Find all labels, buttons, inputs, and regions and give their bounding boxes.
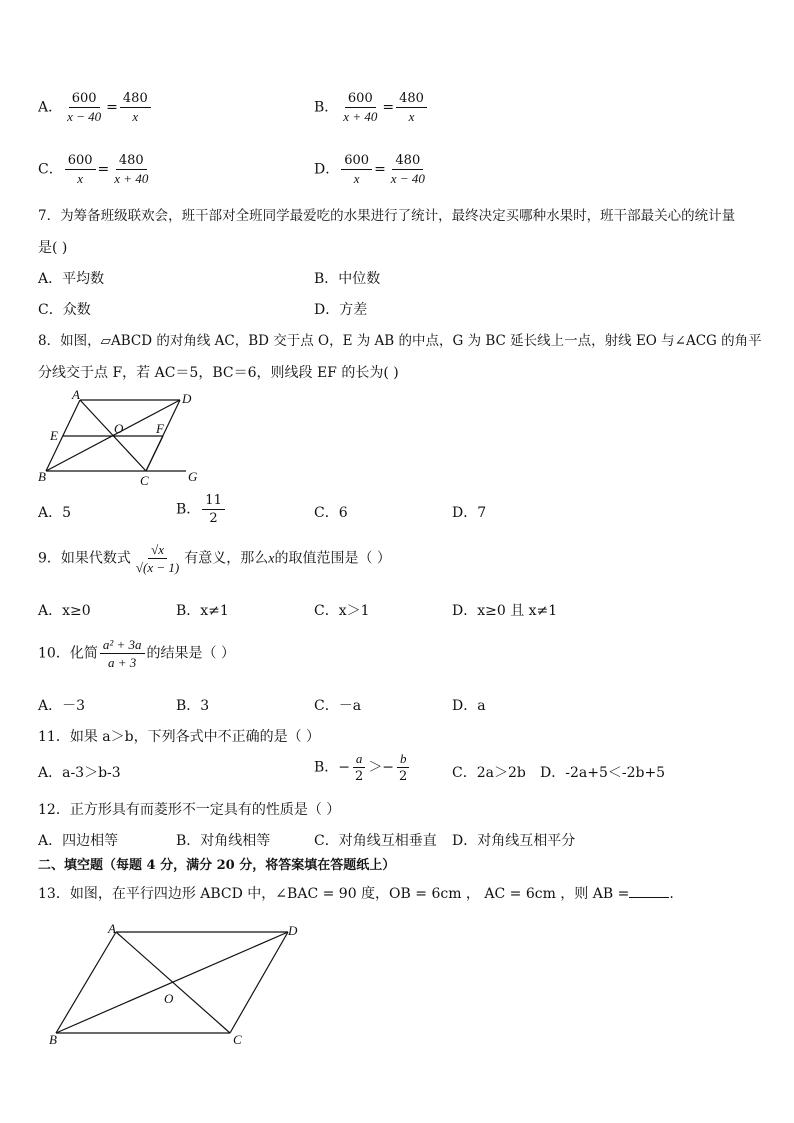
equals-sign: =: [106, 99, 118, 116]
edge-ab: [56, 932, 116, 1033]
denominator: 2: [355, 769, 364, 784]
option-label: C．: [38, 161, 63, 178]
comparison-sign: ＞−: [368, 759, 395, 776]
q12-option-b: B．对角线相等: [176, 833, 271, 849]
q8-option-d: D．7: [452, 505, 487, 521]
denominator: a + 3: [108, 655, 137, 670]
q9-option-c: C．x＞1: [314, 603, 370, 619]
stem-prefix: 10．化简: [38, 645, 98, 662]
q11-option-c: C．2a＞2b: [452, 765, 526, 781]
q11-stem: 11．如果 a＞b，下列各式中不正确的是（ ）: [38, 729, 321, 745]
q6-option-b: [314, 92, 429, 123]
diagonal-bd: [56, 932, 288, 1033]
q8-stem-line2: 分线交于点 F，若 AC＝5，BC＝6，则线段 EF 的长为( ): [38, 365, 399, 381]
denominator: 2: [399, 769, 408, 784]
q10-option-b: B．3: [176, 698, 210, 714]
fraction: [202, 494, 225, 525]
stem-suffix: 的结果是（ ）: [146, 645, 235, 662]
stem-prefix: 9．如果代数式: [38, 550, 131, 567]
q9-option-d: D．x≥0 且 x≠1: [452, 603, 558, 619]
q8-parallelogram-figure: [30, 388, 210, 488]
q10-option-c: C．－a: [314, 698, 362, 714]
point-label-c: C: [140, 473, 149, 488]
numerator: a: [353, 752, 366, 768]
q7-stem-line2: 是( ): [38, 240, 68, 256]
variable: x: [268, 551, 275, 567]
q10-stem: [38, 638, 235, 669]
numerator: a² + 3a: [100, 638, 145, 654]
equals-sign: =: [374, 161, 386, 178]
q8-option-b: [176, 494, 227, 525]
q11-option-d: D．-2a+5＜-2b+5: [540, 765, 666, 781]
denominator: x − 40: [390, 171, 425, 186]
q10-option-a: A．－3: [38, 698, 86, 714]
numerator: √x: [148, 543, 167, 559]
fraction: [396, 752, 410, 783]
q10-option-d: D．a: [452, 698, 486, 714]
numerator: 11: [202, 494, 225, 510]
q9-stem: [38, 543, 391, 574]
denominator: x − 40: [67, 109, 102, 124]
q13-stem: [38, 885, 674, 901]
numerator: 600: [69, 92, 100, 108]
point-label-e: E: [50, 428, 58, 443]
fraction: [396, 92, 427, 123]
fraction: [352, 752, 366, 783]
point-label-f: F: [156, 421, 164, 436]
stem-suffix-2: 的取值范围是（ ）: [274, 550, 391, 567]
q7-stem-line1: 7．为筹备班级联欢会，班干部对全班同学最爱吃的水果进行了统计，最终决定买哪种水果时，班干部最关心的统计量: [38, 208, 736, 224]
point-label-o: O: [114, 421, 124, 436]
q6-option-a: [38, 92, 153, 123]
point-label-d: D: [288, 923, 298, 938]
q7-option-d: D．方差: [314, 302, 368, 318]
numerator: 600: [65, 154, 96, 170]
q8-stem-line1: 8．如图，▱ABCD 的对角线 AC，BD 交于点 O，E 为 AB 的中点，G 为 BC 延长线上一点，射线 EO 与∠ACG 的角平: [38, 333, 762, 349]
q12-option-d: D．对角线互相平分: [452, 833, 576, 849]
point-label-g: G: [188, 469, 198, 484]
fraction: [64, 92, 104, 123]
minus-sign: −: [338, 759, 351, 776]
numerator: 480: [392, 154, 423, 170]
numerator: b: [397, 752, 410, 768]
point-label-c: C: [233, 1032, 242, 1047]
q12-option-c: C．对角线互相垂直: [314, 833, 437, 849]
denominator: x: [77, 171, 84, 186]
fraction: [120, 92, 151, 123]
denominator: x: [353, 171, 360, 186]
q11-option-b: [314, 752, 412, 783]
denominator: x + 40: [343, 109, 378, 124]
point-label-b: B: [38, 469, 46, 484]
point-label-d: D: [182, 391, 192, 406]
q13-parallelogram-figure: [40, 920, 320, 1055]
fraction: [100, 638, 145, 669]
q8-option-a: A．5: [38, 505, 72, 521]
point-label-a: A: [108, 921, 116, 936]
stem-text: 13．如图，在平行四边形 ABCD 中，∠BAC = 90 度，OB = 6cm ， AC = 6cm ，则 AB =: [38, 886, 630, 902]
stem-suffix: 有意义，那么: [184, 550, 269, 567]
option-label: B．: [314, 99, 339, 116]
q12-option-a: A．四边相等: [38, 833, 119, 849]
point-label-b: B: [49, 1032, 57, 1047]
q7-option-b: B．中位数: [314, 271, 381, 287]
q6-option-c: [38, 154, 153, 185]
q8-option-c: C．6: [314, 505, 348, 521]
numerator: 480: [120, 92, 151, 108]
q11-option-a: A．a-3＞b-3: [38, 765, 121, 781]
fraction: [133, 543, 182, 574]
q12-stem: 12．正方形具有而菱形不一定具有的性质是（ ）: [38, 802, 341, 818]
q7-option-a: A．平均数: [38, 271, 105, 287]
equals-sign: =: [97, 161, 110, 178]
fraction: [388, 154, 428, 185]
option-label: B．: [314, 759, 339, 776]
option-label: D．: [314, 161, 340, 178]
option-label: B．: [176, 501, 201, 518]
q7-option-c: C．众数: [38, 302, 91, 318]
section-heading: 二、填空题（每题 4 分，满分 20 分，将答案填在答题纸上）: [38, 858, 396, 873]
denominator: x + 40: [114, 171, 149, 186]
fraction: [111, 154, 151, 185]
numerator: 600: [345, 92, 376, 108]
bisector-cf: [146, 436, 163, 471]
q9-option-b: B．x≠1: [176, 603, 229, 619]
point-label-o: O: [164, 991, 174, 1006]
q6-option-d: [314, 154, 430, 185]
point-label-a: A: [72, 388, 80, 402]
numerator: 480: [116, 154, 147, 170]
fraction: [341, 154, 372, 185]
numerator: 600: [341, 154, 372, 170]
answer-blank[interactable]: [629, 885, 669, 898]
denominator: x: [408, 109, 415, 124]
fraction: [340, 92, 380, 123]
denominator: x: [132, 109, 139, 124]
fraction: [65, 154, 96, 185]
stem-end: .: [669, 886, 674, 902]
equals-sign: =: [382, 99, 395, 116]
numerator: 480: [396, 92, 427, 108]
denominator: √(x − 1): [135, 560, 180, 575]
option-label: A．: [38, 99, 63, 116]
edge-cd: [230, 932, 288, 1033]
q9-option-a: A．x≥0: [38, 603, 91, 619]
denominator: 2: [209, 511, 218, 526]
